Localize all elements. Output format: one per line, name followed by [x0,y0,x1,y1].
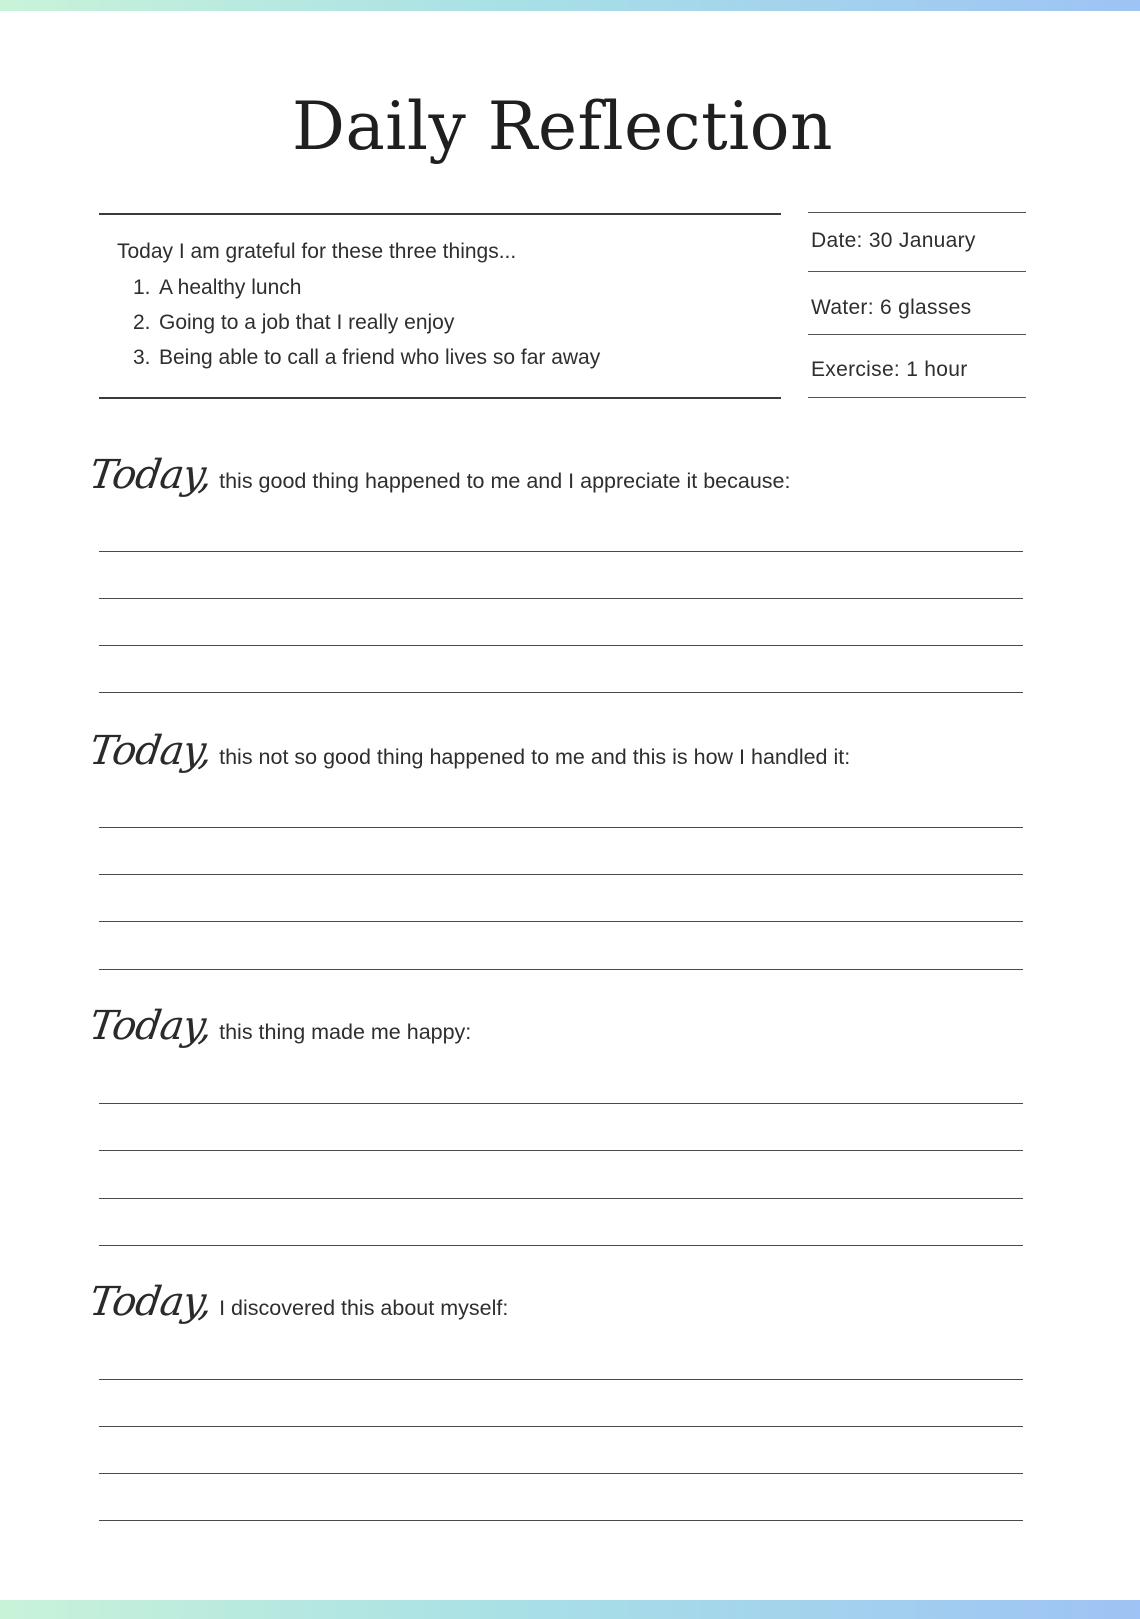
page-title: Daily Reflection [292,88,833,165]
list-item: 3. Being able to call a friend who lives so far away [133,346,601,369]
writing-line[interactable] [99,1198,1023,1199]
gratitude-bottom-rule [99,397,781,399]
writing-line[interactable] [99,827,1023,828]
prompt-good-thing [86,452,791,498]
prompt-text: this not so good thing happened to me and this is how I handled it: [219,745,851,769]
script-today: Today, [86,452,215,498]
stats-rule [808,334,1026,335]
prompt-happy-thing [86,1003,472,1049]
prompt-discovery [86,1279,509,1325]
list-item: 2. Going to a job that I really enjoy [133,311,455,334]
writing-line[interactable] [99,598,1023,599]
gratitude-list [133,275,600,380]
writing-line[interactable] [99,921,1023,922]
writing-line[interactable] [99,874,1023,875]
stats-rule [808,212,1026,213]
water-field: Water: 6 glasses [811,296,972,319]
top-gradient-band [0,0,1140,11]
stats-rule [808,271,1026,272]
gratitude-intro: Today I am grateful for these three things... [117,240,517,263]
writing-line[interactable] [99,645,1023,646]
list-item: 1. A healthy lunch [133,276,302,299]
writing-line[interactable] [99,551,1023,552]
writing-line[interactable] [99,1426,1023,1427]
writing-line[interactable] [99,969,1023,970]
prompt-text: this good thing happened to me and I appreciate it because: [219,469,791,493]
writing-line[interactable] [99,1473,1023,1474]
exercise-field: Exercise: 1 hour [811,358,968,381]
writing-line[interactable] [99,1103,1023,1104]
writing-line[interactable] [99,1150,1023,1151]
writing-line[interactable] [99,1379,1023,1380]
script-today: Today, [86,1279,215,1325]
writing-line[interactable] [99,1520,1023,1521]
bottom-gradient-band [0,1600,1140,1619]
date-field: Date: 30 January [811,229,976,252]
script-today: Today, [86,1003,215,1049]
prompt-text: I discovered this about myself: [219,1296,509,1320]
prompt-not-so-good-thing [86,728,851,774]
gratitude-top-rule [99,213,781,215]
prompt-text: this thing made me happy: [219,1020,472,1044]
writing-line[interactable] [99,1245,1023,1246]
writing-line[interactable] [99,692,1023,693]
script-today: Today, [86,728,215,774]
stats-rule [808,397,1026,398]
